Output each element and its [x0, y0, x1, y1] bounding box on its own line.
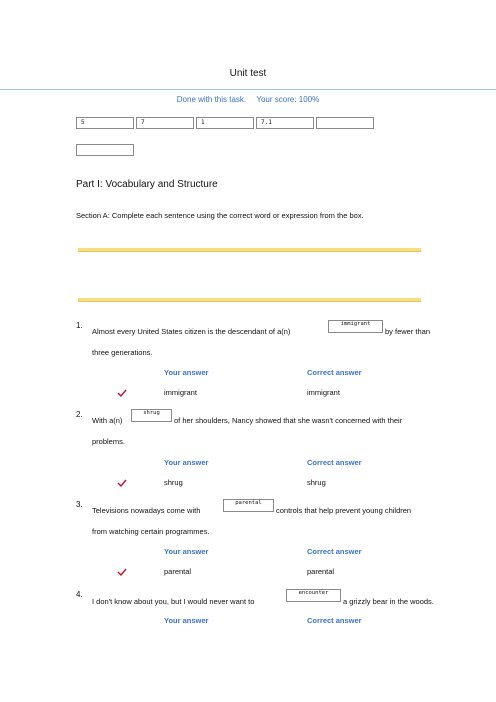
score-box-2[interactable]: 7	[136, 117, 194, 129]
word-box-top-rule	[78, 248, 421, 252]
your-answer-header: Your answer	[164, 368, 209, 377]
question-text-after: a grizzly bear in the woods.	[343, 597, 434, 606]
question-text-after: of her shoulders, Nancy showed that she wasn't concerned with their	[174, 416, 403, 425]
page-title: Unit test	[229, 68, 267, 79]
question-text-before: With a(n)	[92, 416, 123, 425]
correct-answer-value: immigrant	[307, 388, 340, 397]
section-heading: Part I: Vocabulary and Structure	[76, 179, 218, 190]
your-answer-header: Your answer	[164, 547, 209, 556]
extra-box[interactable]	[76, 144, 134, 156]
score-box-4[interactable]: 7.1	[256, 117, 314, 129]
answer-field[interactable]: parental	[223, 499, 274, 512]
your-answer-header: Your answer	[164, 616, 209, 625]
answer-field[interactable]: shrug	[131, 409, 172, 422]
question-number: 3.	[76, 500, 83, 509]
score-box-5[interactable]	[316, 117, 374, 129]
question-text-line2: problems.	[92, 437, 125, 446]
check-icon	[117, 389, 127, 397]
your-answer-value: immigrant	[164, 388, 197, 397]
correct-answer-value: parental	[307, 567, 335, 576]
question-text-line2: three generations.	[92, 348, 153, 357]
question-number: 1.	[76, 321, 83, 330]
title-divider	[0, 89, 496, 90]
correct-answer-header: Correct answer	[307, 616, 362, 625]
answer-field[interactable]: encounter	[286, 589, 341, 602]
your-answer-value: parental	[164, 567, 192, 576]
check-icon	[117, 479, 127, 487]
check-icon	[117, 568, 127, 576]
correct-answer-value: shrug	[307, 478, 326, 487]
question-text-after: by fewer than	[385, 327, 431, 336]
section-instruction: Section A: Complete each sentence using the correct word or expression from the box.	[76, 211, 364, 220]
your-answer-value: shrug	[164, 478, 183, 487]
result-line	[0, 95, 496, 104]
question-text-before: I don't know about you, but I would never want to	[92, 597, 255, 606]
your-answer-header: Your answer	[164, 458, 209, 467]
question-text-before: Televisions nowadays come with	[92, 506, 201, 515]
question-number: 2.	[76, 410, 83, 419]
result-status: Done with this task.	[176, 95, 247, 104]
answer-field[interactable]: immigrant	[328, 320, 383, 333]
word-box-bottom-rule	[78, 298, 421, 302]
correct-answer-header: Correct answer	[307, 458, 362, 467]
question-text-after: controls that help prevent young children	[276, 506, 412, 515]
question-text-line2: from watching certain programmes.	[92, 527, 210, 536]
score-box-1[interactable]: 5	[76, 117, 134, 129]
question-text-before: Almost every United States citizen is the descendant of a(n)	[92, 327, 291, 336]
result-score: Your score: 100%	[256, 95, 320, 104]
score-box-3[interactable]: 1	[196, 117, 254, 129]
correct-answer-header: Correct answer	[307, 368, 362, 377]
question-number: 4.	[76, 590, 83, 599]
correct-answer-header: Correct answer	[307, 547, 362, 556]
